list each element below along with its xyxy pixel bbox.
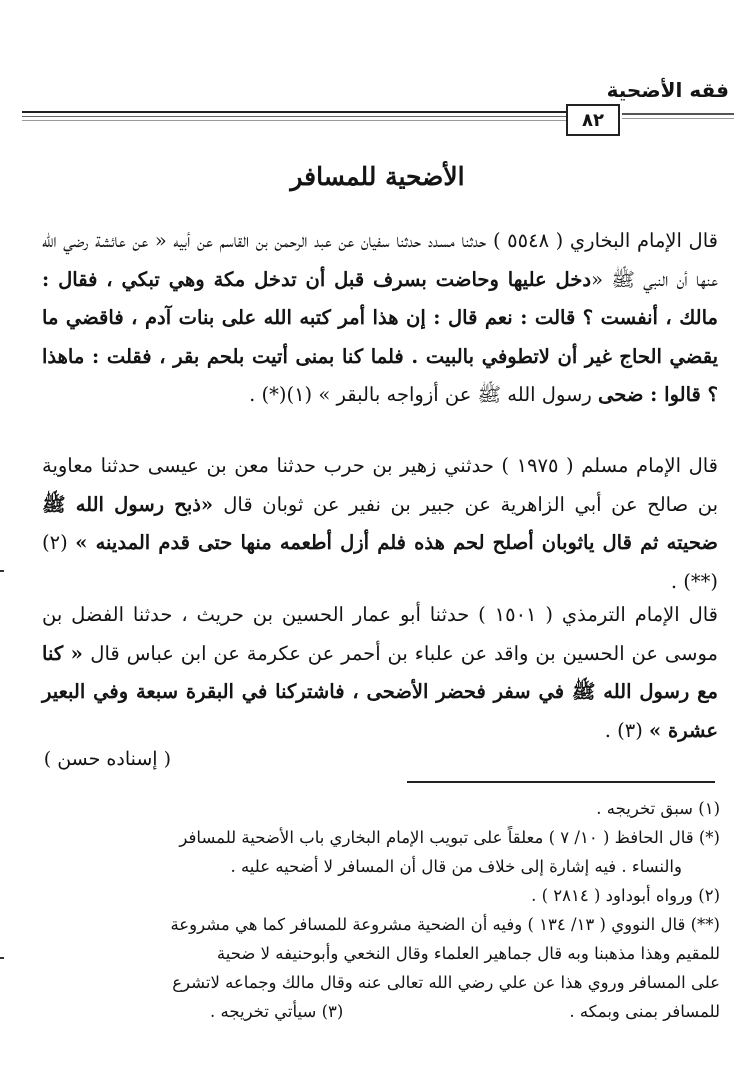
scan-mark [0, 957, 4, 959]
footnote-1: (١) سبق تخريجه . [596, 799, 720, 818]
hadith-ending: (٢)(**) . [42, 531, 718, 593]
hadith-muslim [42, 447, 718, 601]
header-rule-right [622, 113, 734, 115]
isnad-grading: ( إسناده حسن ) [43, 748, 171, 770]
chain-of-narration: قال الإمام مسلم ( ١٩٧٥ ) حدثني زهير بن حرب حدثنا معن بن عيسى حدثنا معاوية بن صالح عن أبي الزاهرية عن جبير بن نفير عن ثوبان قال [42, 454, 719, 516]
footnote-separator [407, 781, 715, 783]
hadith-tirmidhi [42, 596, 718, 750]
header-rule-right-thin [622, 118, 734, 119]
header-rule [22, 111, 566, 113]
chain-of-narration: قال الإمام البخاري ( ٥٥٤٨ ) حدثنا مسدد حدثنا سفيان عن عبد الرحمن بن القاسم عن أبيه « عن عائشة رضي الله عنها أن النبي ﷺ « [42, 229, 718, 291]
footnotes [20, 794, 720, 1026]
footnote-3: (٣) سيأتي تخريجه . [210, 1002, 344, 1021]
header-rule-thin [22, 120, 566, 121]
footnote-double-star-continued: للمقيم وهذا مذهبنا وبه قال جماهير العلماء وقال النخعي وأبوحنيفه لا ضحية [216, 944, 720, 963]
page-header [0, 0, 755, 140]
hadith-ending: (٣) . [604, 718, 650, 742]
hadith-ending: رسول الله ﷺ عن أزواجه بالبقر » (١)(*) . [249, 383, 598, 406]
book-title: فقه الأضحية [606, 78, 729, 102]
section-title: الأضحية للمسافر [290, 162, 465, 191]
footnote-last-row [20, 997, 720, 1026]
hadith-text: دخل عليها وحاضت بسرف قبل أن تدخل مكة وهي تبكي ، فقال : مالك ، أنفست ؟ قالت : نعم قال : إن هذا أمر كتبه الله على بنات آدم ، فاقضي ما يقضي الحاج غير أن لاتطوفي بالبيت . فلما كنا بمنى أتيت بلحم بقر ، فقلت : ماهذا ؟ قالوا : ضحى [42, 267, 718, 406]
hadith-text: « كنا مع رسول الله ﷺ في سفر فحضر الأضحى ، فاشتركنا في البقرة سبعة وفي البعير عشرة » [42, 641, 718, 742]
header-rule-thin [22, 116, 566, 117]
footnote-star: (*) قال الحافظ ( ١٠/ ٧ ) معلقاً على تبويب الإمام البخاري باب الأضحية للمسافر [179, 828, 720, 847]
hadith-text: «ذبح رسول الله ﷺ ضحيته ثم قال ياثوبان أصلح لحم هذه فلم أزل أطعمه منها حتى قدم المدينه » [42, 492, 718, 554]
footnote-double-star-continued: على المسافر وروي هذا عن علي رضي الله تعالى عنه وقال مالك وجماعه لاتشرع [172, 973, 720, 992]
footnote-double-star-end: للمسافر بمنى وبمكه . [569, 1002, 720, 1021]
footnote-double-star: (**) قال النووي ( ١٣/ ١٣٤ ) وفيه أن الضحية مشروعة للمسافر كما هي مشروعة [170, 915, 720, 934]
chain-of-narration: قال الإمام الترمذي ( ١٥٠١ ) حدثنا أبو عمار الحسين بن حريث ، حدثنا الفضل بن موسى عن الحسين بن واقد عن علباء بن أحمر عن عكرمة عن ابن عباس قال [42, 603, 719, 665]
footnote-star-continued: والنساء . فيه إشارة إلى خلاف من قال أن المسافر لا أضحيه عليه . [230, 857, 682, 876]
scan-mark [0, 570, 4, 572]
page-number: ٨٢ [566, 104, 620, 136]
footnote-2: (٢) ورواه أبوداود ( ٢٨١٤ ) . [531, 886, 720, 905]
hadith-bukhari [42, 222, 718, 415]
